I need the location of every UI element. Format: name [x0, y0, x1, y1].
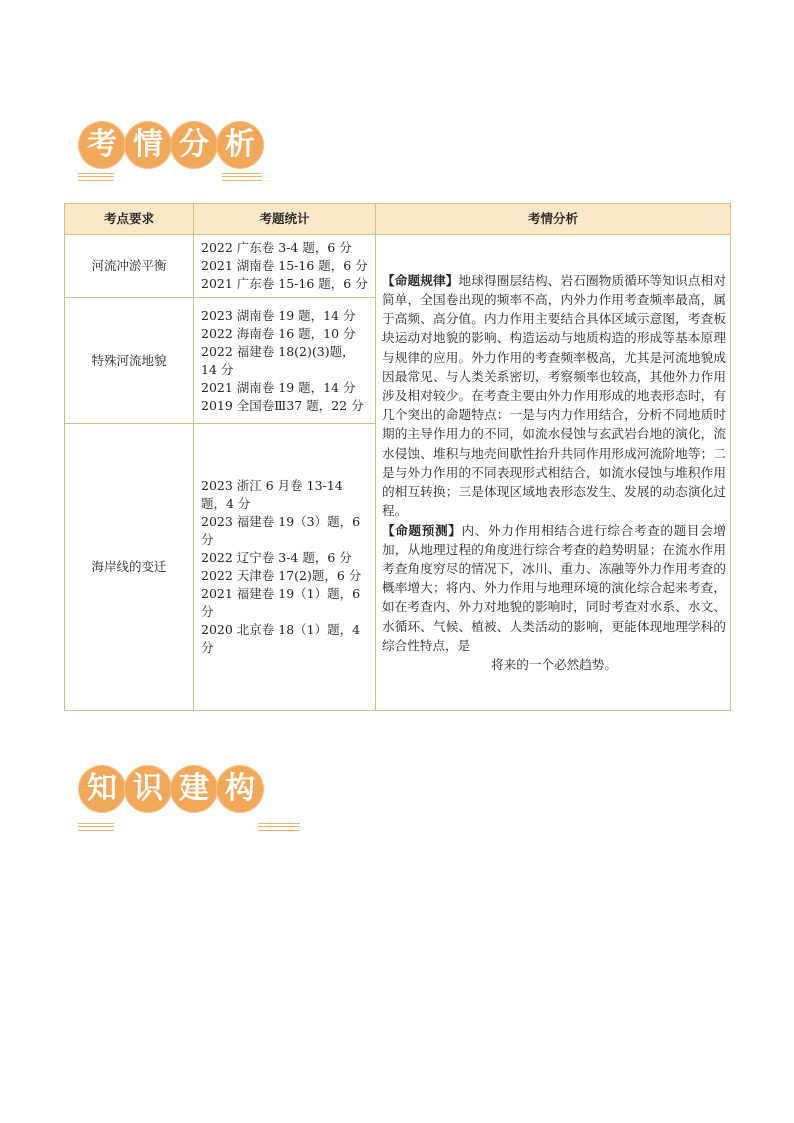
stat-item: 2023 湖南卷 19 题，14 分 [201, 307, 356, 323]
heading-underline-left [78, 823, 114, 831]
heading-underline-right [222, 173, 262, 181]
heading-char: 考 [78, 121, 126, 169]
exam-analysis-table [64, 203, 731, 711]
stat-item: 2023 浙江 6 月卷 13-14 题，4 分 [201, 478, 343, 511]
stat-item: 2022 福建卷 18(2)(3)题，14 分 [201, 343, 355, 377]
point-cell: 特殊河流地貌 [65, 298, 194, 424]
heading-char: 析 [216, 121, 264, 169]
stat-item: 2021 广东卷 15-16 题，6 分 [201, 276, 368, 291]
header-analysis: 考情分析 [376, 204, 731, 235]
analysis-cell [376, 235, 731, 711]
stat-item: 2020 北京卷 18（1）题，4 分 [201, 622, 361, 655]
stat-item: 2021 福建卷 19（1）题，6 分 [201, 586, 361, 619]
heading-char: 情 [124, 121, 172, 169]
stat-item: 2022 辽宁卷 3-4 题，6 分 [201, 550, 352, 565]
point-cell: 河流冲淤平衡 [65, 235, 194, 298]
heading-char: 构 [216, 765, 264, 813]
heading-char: 分 [170, 121, 218, 169]
section-heading-knowledge [78, 765, 262, 813]
stats-cell [194, 235, 376, 298]
point-cell: 海岸线的变迁 [65, 424, 194, 711]
tag-pattern: 【命题规律】 [382, 272, 459, 288]
stats-cell [194, 298, 376, 424]
header-stats: 考题统计 [194, 204, 376, 235]
stats-cell [194, 424, 376, 711]
stat-item: 2023 福建卷 19（3）题，6 分 [201, 514, 361, 547]
stat-item: 2022 海南卷 16 题，10 分 [201, 325, 356, 341]
heading-underline-left [78, 173, 114, 181]
analysis-text-ending: 将来的一个必然趋势。 [491, 656, 617, 672]
heading-char: 识 [124, 765, 172, 813]
heading-underline-right [258, 823, 300, 831]
stat-item: 2022 天津卷 17(2)题，6 分 [201, 568, 362, 583]
stat-item: 2019 全国卷Ⅲ37 题，22 分 [201, 397, 364, 413]
section-heading-exam-analysis [78, 121, 262, 169]
heading-char: 建 [170, 765, 218, 813]
tag-prediction: 【命题预测】 [382, 522, 462, 538]
table-row [65, 235, 731, 298]
heading-char: 知 [78, 765, 126, 813]
analysis-text-pattern: 地球得圈层结构、岩石圈物质循环等知识点相对简单，全国卷出现的频率不高，内外力作用考查频率最高，属于高频、高分值。内力作用主要结合具体区域示意图，考查板块运动对地貌的影响、构造运动与地质构造的形成等基本原理与规律的应用。外力作用的考查频率极高，尤其是河流地貌成因最常见、与人类关系密切，考察频率也较高，其他外力作用涉及相对较少。在考查主要由外力作用形成的地表形态时，有几个突出的命题特点：一是与内力作用结合，分析不同地质时期的主导作用力的不同，如流水侵蚀与玄武岩台地的演化，流水侵蚀、堆积与地壳间歇性抬升共同作用形成河流阶地等；二是与外力作用的不同表现形式相结合，如流水侵蚀与堆积作用的相互转换；三是体现区域地表形态发生、发展的动态演化过程。 [382, 272, 727, 519]
stat-item: 2021 湖南卷 19 题，14 分 [201, 379, 356, 395]
table-header-row [65, 204, 731, 235]
header-point: 考点要求 [65, 204, 194, 235]
analysis-text-prediction: 内、外力作用相结合进行综合考查的题目会增加，从地理过程的角度进行综合考查的趋势明显；在流水作用考查角度穷尽的情况下，冰川、重力、冻融等外力作用考查的概率增大；将内、外力作用与地理环境的演化综合起来考查，如在考查内、外力对地貌的影响时，同时考查对水系、水文、水循环、气候、植被、人类活动的影响，更能体现地理学科的综合性特点，是 [382, 522, 727, 653]
stat-item: 2022 广东卷 3-4 题，6 分 [201, 240, 352, 255]
stat-item: 2021 湖南卷 15-16 题，6 分 [201, 258, 368, 273]
